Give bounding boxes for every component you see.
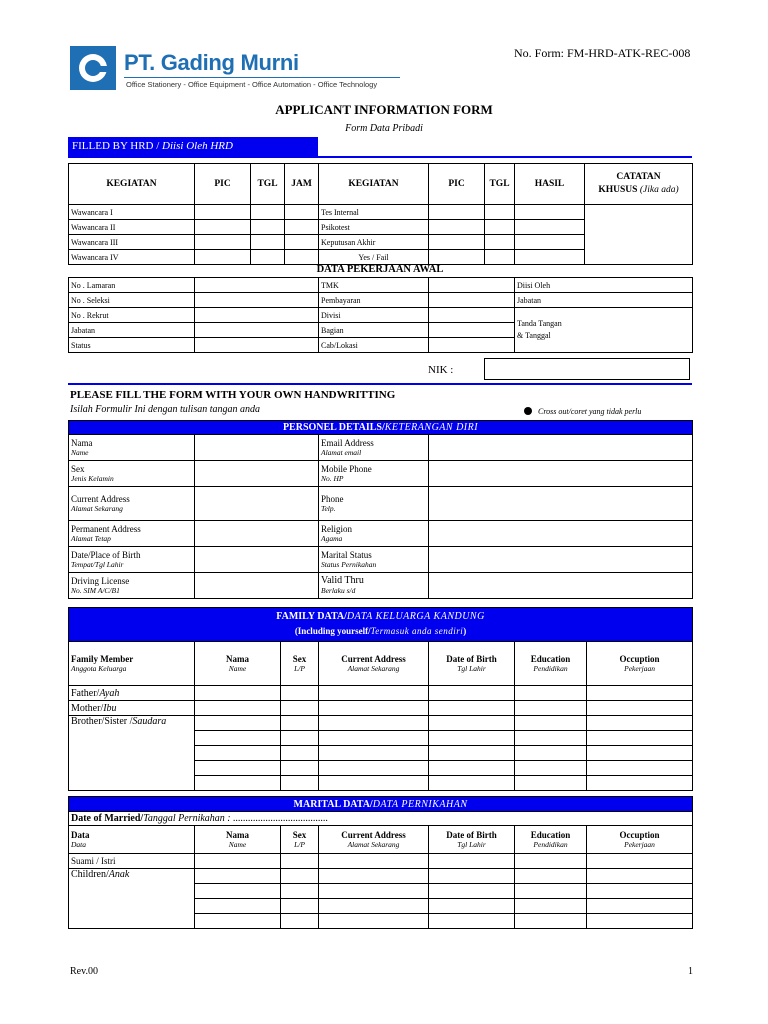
- cell[interactable]: [195, 250, 251, 265]
- row-label: Religion Agama: [319, 521, 429, 547]
- page-title: APPLICANT INFORMATION FORM: [275, 102, 493, 117]
- family-data-header: FAMILY DATA/DATA KELUARGA KANDUNG (Including yourself/Termasuk anda sendiri): [69, 608, 693, 642]
- company-logo: [70, 46, 116, 90]
- row-label: Email Address Alamat email: [319, 435, 429, 461]
- phone-field[interactable]: [429, 487, 693, 521]
- row-label: Wawancara II: [69, 220, 195, 235]
- row-label: Mobile Phone No. HP: [319, 461, 429, 487]
- cell[interactable]: [485, 220, 515, 235]
- cell[interactable]: [587, 914, 693, 929]
- cell[interactable]: [195, 854, 281, 869]
- cell[interactable]: [195, 731, 281, 746]
- cell[interactable]: [319, 869, 429, 884]
- cell[interactable]: [429, 746, 515, 761]
- birth-field[interactable]: [195, 547, 319, 573]
- cell[interactable]: [319, 761, 429, 776]
- row-label: Pembayaran: [319, 293, 429, 308]
- cell[interactable]: [515, 220, 585, 235]
- cell[interactable]: [281, 869, 319, 884]
- signature-cell[interactable]: Tanda Tangan & Tanggal: [515, 308, 693, 353]
- row-label: Jabatan: [69, 323, 195, 338]
- cell[interactable]: [319, 884, 429, 899]
- col-kegiatan: KEGIATAN: [69, 164, 195, 205]
- col-nama: Nama Name: [195, 642, 281, 686]
- cell[interactable]: [429, 914, 515, 929]
- cell[interactable]: [587, 746, 693, 761]
- spouse-label: Suami / Istri: [69, 854, 195, 869]
- cell[interactable]: [251, 235, 285, 250]
- cell[interactable]: [319, 854, 429, 869]
- revision-label: Rev.00: [70, 966, 98, 977]
- row-label: Phone Telp.: [319, 487, 429, 521]
- job-data-title: DATA PEKERJAAN AWAL: [316, 264, 444, 275]
- nik-input[interactable]: [484, 358, 690, 380]
- col-catatan: CATATAN KHUSUS (Jika ada): [585, 164, 693, 205]
- cell[interactable]: [429, 701, 515, 716]
- cell[interactable]: [515, 884, 587, 899]
- cell[interactable]: [515, 701, 587, 716]
- interview-table: [68, 163, 693, 265]
- cell[interactable]: [515, 235, 585, 250]
- cell[interactable]: [429, 776, 515, 791]
- catatan-cell[interactable]: [585, 205, 693, 265]
- col-date-of-birth: Date of Birth Tgl Lahir: [429, 642, 515, 686]
- company-name: PT. Gading Murni: [124, 50, 299, 75]
- cell[interactable]: [515, 205, 585, 220]
- job-data-table: [68, 277, 693, 353]
- mobile-field[interactable]: [429, 461, 693, 487]
- row-label: TMK: [319, 278, 429, 293]
- row-label: No . Rekrut: [69, 308, 195, 323]
- cell[interactable]: [285, 235, 319, 250]
- date-married-row[interactable]: Date of Married/Tanggal Pernikahan : ......................................: [69, 812, 693, 826]
- cell[interactable]: [195, 716, 281, 731]
- cell[interactable]: [319, 914, 429, 929]
- company-tagline: Office Stationery - Office Equipment - Office Automation - Office Technology: [126, 80, 378, 89]
- cell[interactable]: [515, 854, 587, 869]
- row-label: Bagian: [319, 323, 429, 338]
- row-label: Wawancara IV: [69, 250, 195, 265]
- cell[interactable]: [515, 914, 587, 929]
- col-date-of-birth: Date of Birth Tgl Lahir: [429, 826, 515, 854]
- cell[interactable]: [195, 308, 319, 323]
- cell[interactable]: [515, 761, 587, 776]
- cell[interactable]: [515, 776, 587, 791]
- cell[interactable]: [429, 308, 515, 323]
- cross-out-note: Cross out/coret yang tidak perlu: [524, 407, 641, 416]
- sibling-label: Brother/Sister /Saudara: [69, 716, 195, 791]
- cell[interactable]: [429, 761, 515, 776]
- cell[interactable]: [429, 716, 515, 731]
- cell[interactable]: [251, 205, 285, 220]
- cell[interactable]: [195, 746, 281, 761]
- cell[interactable]: [485, 250, 515, 265]
- row-label: Valid Thru Berlaku s/d: [319, 573, 429, 599]
- cell[interactable]: [429, 884, 515, 899]
- cell[interactable]: [195, 220, 251, 235]
- cell[interactable]: [587, 869, 693, 884]
- driving-license-field[interactable]: [195, 573, 319, 599]
- cell[interactable]: [429, 250, 485, 265]
- row-label: Wawancara I: [69, 205, 195, 220]
- logo-underline: [124, 77, 400, 78]
- cell[interactable]: [429, 338, 515, 353]
- row-label: Keputusan Akhir: [319, 235, 429, 250]
- cell[interactable]: [429, 854, 515, 869]
- col-occupation: Occuption Pekerjaan: [587, 826, 693, 854]
- marital-data-header: MARITAL DATA/DATA PERNIKAHAN: [69, 797, 693, 812]
- cell[interactable]: [195, 701, 281, 716]
- row-label: Yes / Fail: [319, 250, 429, 265]
- cell[interactable]: [319, 776, 429, 791]
- col-current-address: Current Address Alamat Sekarang: [319, 642, 429, 686]
- col-tgl: TGL: [251, 164, 285, 205]
- cell[interactable]: [319, 746, 429, 761]
- cell[interactable]: [587, 899, 693, 914]
- cell[interactable]: [319, 686, 429, 701]
- row-label: No . Seleksi: [69, 293, 195, 308]
- permanent-address-field[interactable]: [195, 521, 319, 547]
- col-sex: Sex L/P: [281, 826, 319, 854]
- cell[interactable]: [587, 731, 693, 746]
- cell[interactable]: [251, 250, 285, 265]
- cell[interactable]: [515, 869, 587, 884]
- cell[interactable]: [281, 914, 319, 929]
- form-number: No. Form: FM-HRD-ATK-REC-008: [514, 46, 691, 60]
- row-label: Divisi: [319, 308, 429, 323]
- instruction-text-id: Isilah Formulir Ini dengan tulisan tangan anda: [70, 404, 260, 415]
- col-jam: JAM: [285, 164, 319, 205]
- cell[interactable]: [281, 899, 319, 914]
- cell[interactable]: [515, 716, 587, 731]
- row-label: Nama Name: [69, 435, 195, 461]
- cell[interactable]: [485, 235, 515, 250]
- page-number: 1: [688, 966, 693, 977]
- col-data: Data Data: [69, 826, 195, 854]
- personal-details-header: PERSONEL DETAILS/KETERANGAN DIRI: [69, 421, 693, 435]
- row-label: Current Address Alamat Sekarang: [69, 487, 195, 521]
- col-pic-2: PIC: [429, 164, 485, 205]
- cell[interactable]: [319, 716, 429, 731]
- row-label: Sex Jenis Kelamin: [69, 461, 195, 487]
- personal-details-table: [68, 420, 693, 599]
- cell[interactable]: [429, 293, 515, 308]
- bullet-icon: [524, 407, 532, 415]
- family-data-table: [68, 607, 693, 791]
- current-address-field[interactable]: [195, 487, 319, 521]
- cell[interactable]: [195, 323, 319, 338]
- cell[interactable]: [515, 731, 587, 746]
- cell[interactable]: [281, 731, 319, 746]
- col-current-address: Current Address Alamat Sekarang: [319, 826, 429, 854]
- row-label: Driving License No. SIM A/C/B1: [69, 573, 195, 599]
- cell[interactable]: [195, 914, 281, 929]
- col-kegiatan-2: KEGIATAN: [319, 164, 429, 205]
- col-education: Education Pendidikan: [515, 826, 587, 854]
- cell[interactable]: [587, 716, 693, 731]
- cell[interactable]: [429, 731, 515, 746]
- col-occupation: Occuption Pekerjaan: [587, 642, 693, 686]
- cell[interactable]: [587, 776, 693, 791]
- col-nama: Nama Name: [195, 826, 281, 854]
- row-label: Psikotest: [319, 220, 429, 235]
- row-label: Diisi Oleh: [515, 278, 693, 293]
- page-subtitle: Form Data Pribadi: [345, 123, 423, 134]
- col-education: Education Pendidikan: [515, 642, 587, 686]
- col-tgl-2: TGL: [485, 164, 515, 205]
- cell[interactable]: [515, 686, 587, 701]
- cell[interactable]: [195, 869, 281, 884]
- row-label: Tes Internal: [319, 205, 429, 220]
- cell[interactable]: [587, 686, 693, 701]
- cell[interactable]: [281, 776, 319, 791]
- cell[interactable]: [285, 220, 319, 235]
- cell[interactable]: [281, 761, 319, 776]
- cell[interactable]: [429, 205, 485, 220]
- cell[interactable]: [515, 746, 587, 761]
- row-label: Status: [69, 338, 195, 353]
- cell[interactable]: [195, 899, 281, 914]
- sex-field[interactable]: [195, 461, 319, 487]
- cell[interactable]: [281, 746, 319, 761]
- email-field[interactable]: [429, 435, 693, 461]
- cell[interactable]: [515, 899, 587, 914]
- cell[interactable]: [319, 731, 429, 746]
- cell[interactable]: [195, 293, 319, 308]
- row-label: No . Lamaran: [69, 278, 195, 293]
- cell[interactable]: [281, 716, 319, 731]
- row-label: Permanent Address Alamat Tetap: [69, 521, 195, 547]
- instruction-text: PLEASE FILL THE FORM WITH YOUR OWN HANDWRITTING: [70, 389, 396, 401]
- cell[interactable]: [429, 899, 515, 914]
- divider-line: [68, 156, 692, 158]
- cell[interactable]: [587, 761, 693, 776]
- row-label: Wawancara III: [69, 235, 195, 250]
- cell[interactable]: [195, 761, 281, 776]
- cell[interactable]: [281, 854, 319, 869]
- filled-by-hrd-label: FILLED BY HRD / Diisi Oleh HRD: [68, 137, 318, 156]
- name-field[interactable]: [195, 435, 319, 461]
- religion-field[interactable]: [429, 521, 693, 547]
- cell[interactable]: [285, 205, 319, 220]
- cell[interactable]: [429, 869, 515, 884]
- valid-thru-field[interactable]: [429, 573, 693, 599]
- cell[interactable]: [587, 854, 693, 869]
- cell[interactable]: [281, 884, 319, 899]
- cell[interactable]: [587, 884, 693, 899]
- cell[interactable]: [281, 701, 319, 716]
- father-label: Father/Ayah: [69, 686, 195, 701]
- nik-label: NIK :: [428, 364, 454, 376]
- cell[interactable]: [319, 701, 429, 716]
- cell[interactable]: [251, 220, 285, 235]
- cell[interactable]: [281, 686, 319, 701]
- cell[interactable]: [429, 235, 485, 250]
- cell[interactable]: [195, 776, 281, 791]
- row-label: Cab/Lokasi: [319, 338, 429, 353]
- cell[interactable]: [429, 278, 515, 293]
- divider-line: [68, 383, 692, 385]
- marital-data-table: [68, 796, 693, 929]
- row-label: Jabatan: [515, 293, 693, 308]
- cell[interactable]: [195, 278, 319, 293]
- cell[interactable]: [195, 686, 281, 701]
- cell[interactable]: [195, 205, 251, 220]
- cell[interactable]: [429, 220, 485, 235]
- cell[interactable]: [195, 884, 281, 899]
- cell[interactable]: [319, 899, 429, 914]
- children-label: Children/Anak: [69, 869, 195, 929]
- col-sex: Sex L/P: [281, 642, 319, 686]
- col-pic: PIC: [195, 164, 251, 205]
- cell[interactable]: [285, 250, 319, 265]
- cell[interactable]: [587, 701, 693, 716]
- cell[interactable]: [195, 338, 319, 353]
- cell[interactable]: [485, 205, 515, 220]
- cell[interactable]: [515, 250, 585, 265]
- cell[interactable]: [195, 235, 251, 250]
- cell[interactable]: [429, 686, 515, 701]
- cell[interactable]: [429, 323, 515, 338]
- row-label: Marital Status Status Pernikahan: [319, 547, 429, 573]
- mother-label: Mother/Ibu: [69, 701, 195, 716]
- col-hasil: HASIL: [515, 164, 585, 205]
- marital-status-field[interactable]: [429, 547, 693, 573]
- row-label: Date/Place of Birth Tempat/Tgl Lahir: [69, 547, 195, 573]
- col-family-member: Family Member Anggota Keluarga: [69, 642, 195, 686]
